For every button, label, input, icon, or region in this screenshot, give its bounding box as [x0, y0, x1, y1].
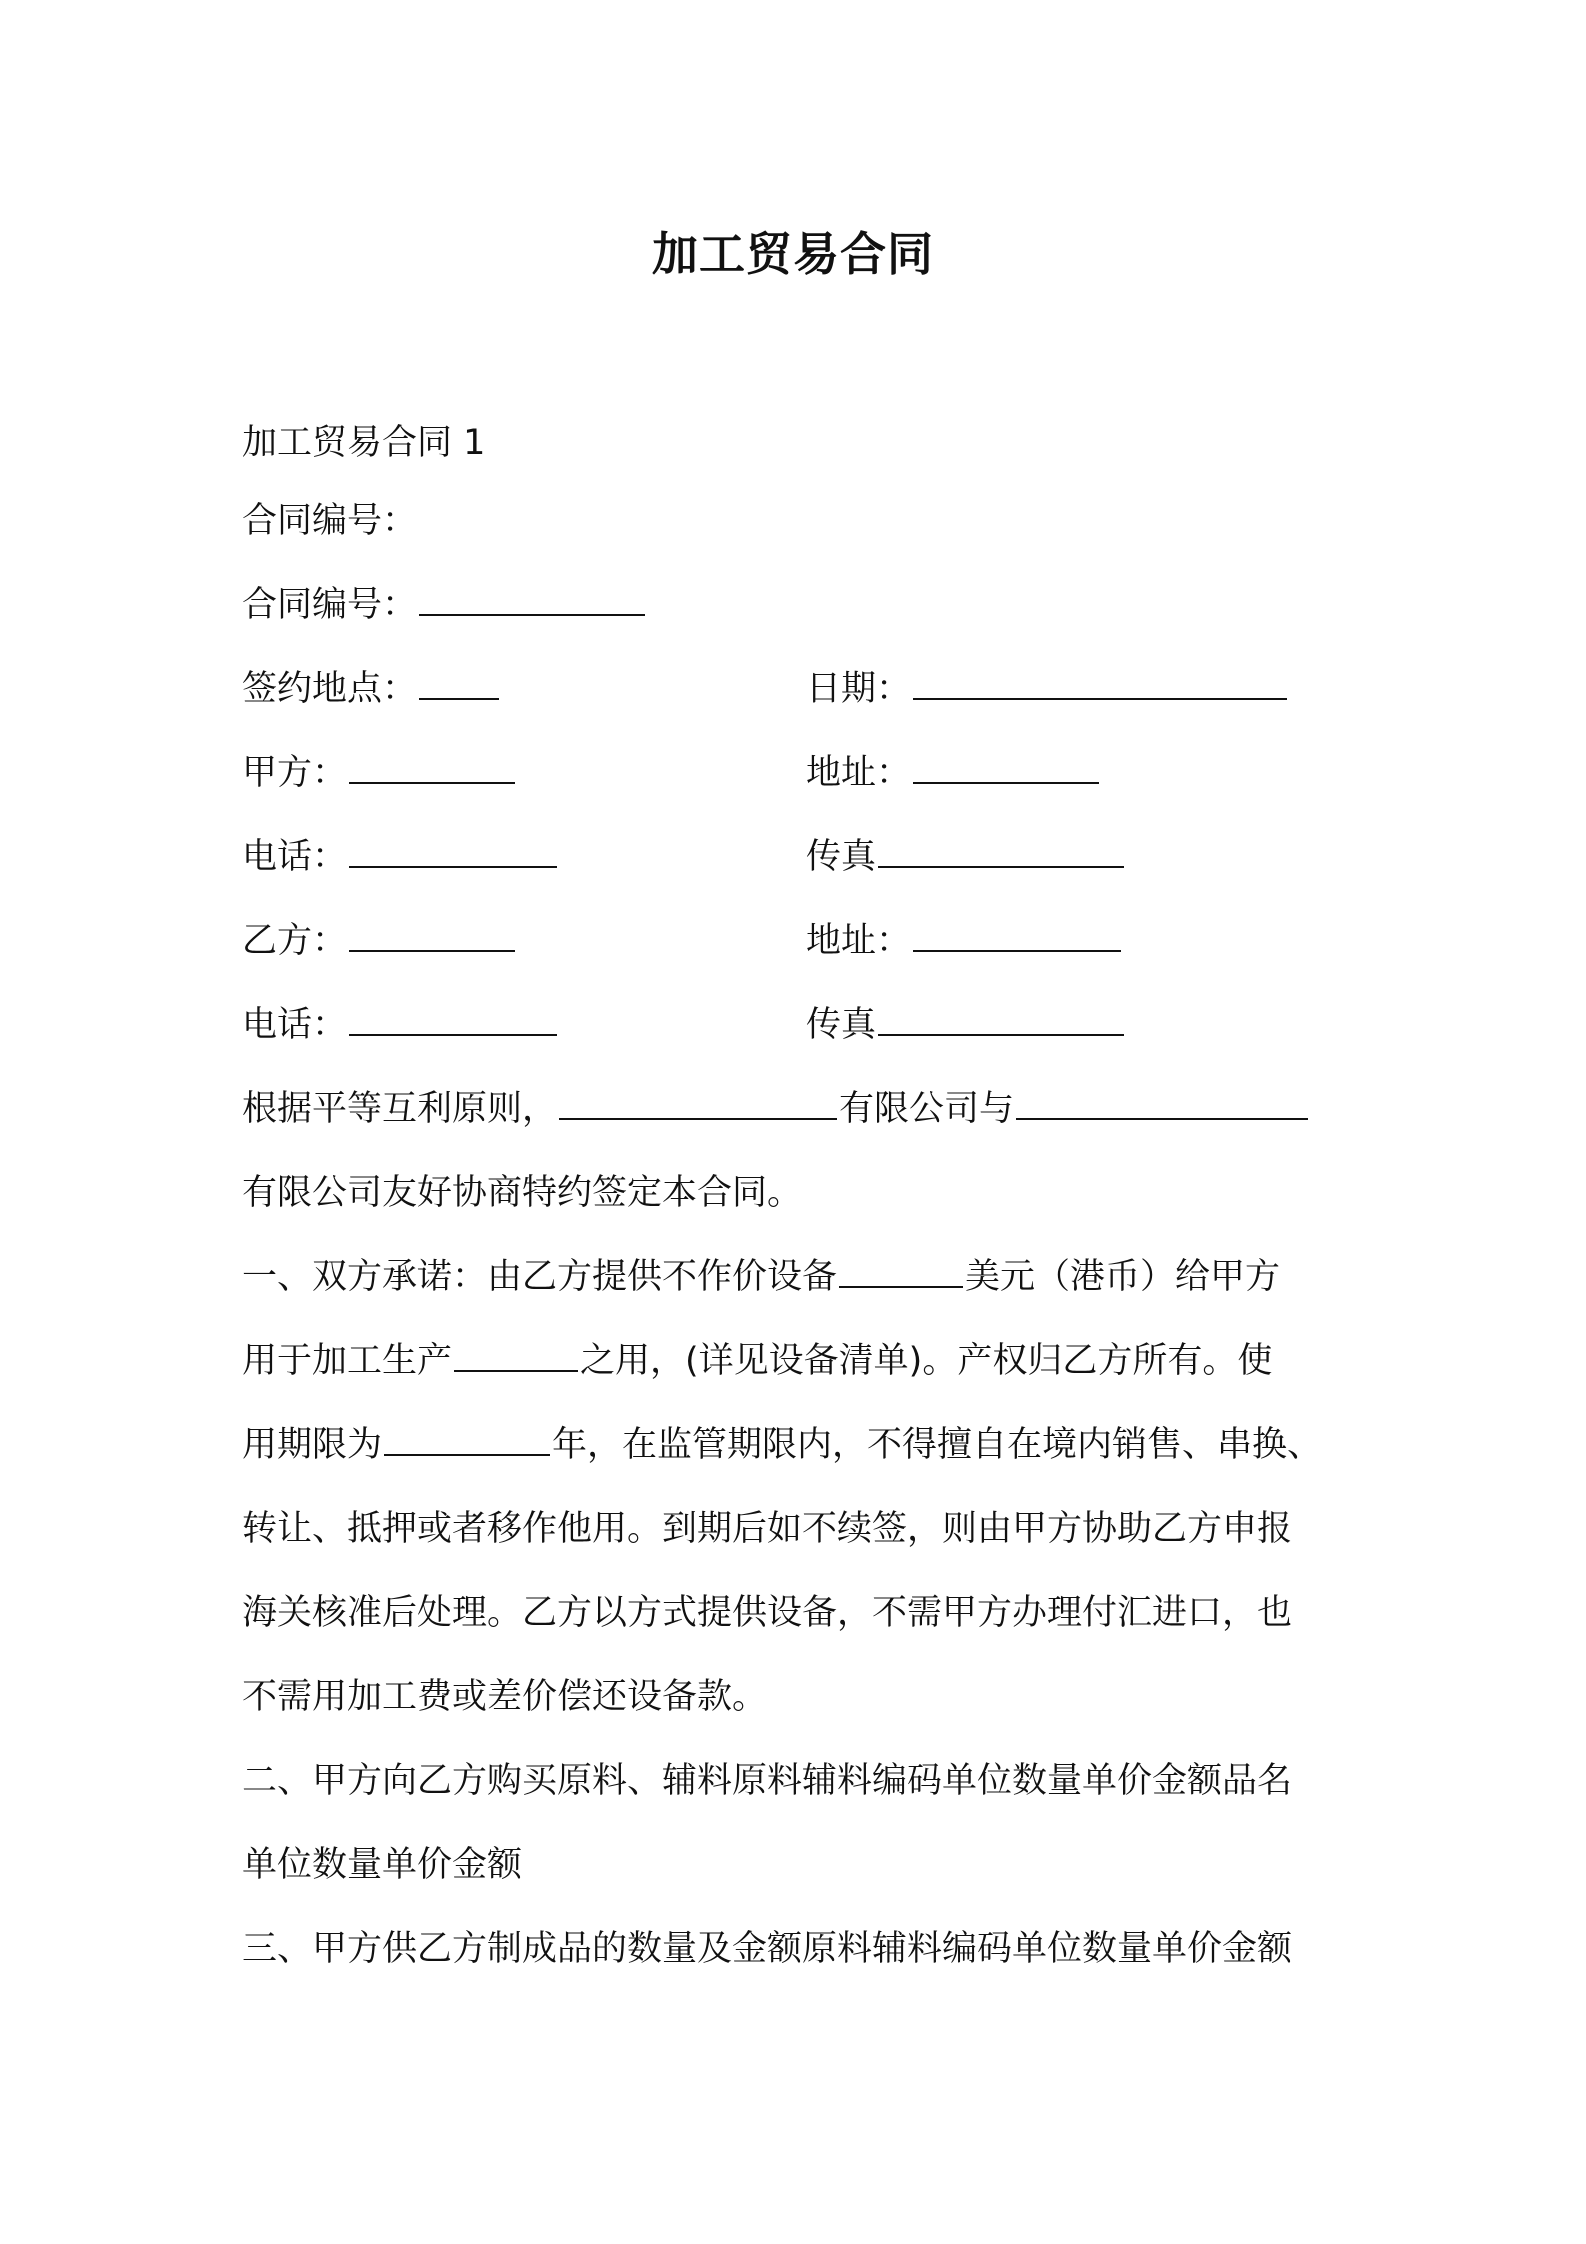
party-a-address-label: 地址：: [806, 753, 912, 793]
clause-1-line-1: [242, 1252, 1280, 1302]
contract-no-heading: 合同编号：: [242, 501, 418, 541]
clause-1-text-c: 用于加工生产: [242, 1341, 453, 1381]
party-b-row: [242, 916, 517, 966]
intro-line-1: [242, 1084, 1310, 1134]
intro-line-2: 有限公司友好协商特约签定本合同。: [242, 1173, 803, 1213]
clause-2-line-1: 二、甲方向乙方购买原料、辅料原料辅料编码单位数量单价金额品名: [242, 1761, 1293, 1801]
sign-place-blank[interactable]: [419, 668, 499, 700]
clause-1-text-d: 之用，(详见设备清单)。产权归乙方所有。使: [580, 1341, 1273, 1381]
clause-1-text-f: 年，在监管期限内，不得擅自在境内销售、串换、: [552, 1425, 1323, 1465]
clause-1-text-b: 美元（港币）给甲方: [965, 1257, 1281, 1297]
clause-1-text-a: 一、双方承诺：由乙方提供不作价设备: [242, 1257, 838, 1297]
clause-1-text-e: 用期限为: [242, 1425, 383, 1465]
party-b-address-label: 地址：: [806, 921, 912, 961]
party-a-address-row: [806, 748, 1101, 798]
party-a-phone-row: [242, 832, 559, 882]
clause-3-line-1: 三、甲方供乙方制成品的数量及金额原料辅料编码单位数量单价金额: [242, 1929, 1293, 1969]
party-a-fax-label: 传真: [806, 837, 877, 877]
clause-2-line-2: 单位数量单价金额: [242, 1845, 523, 1885]
clause-1-line-5: 海关核准后处理。乙方以方式提供设备，不需甲方办理付汇进口，也: [242, 1593, 1293, 1633]
clause-1-line-6: 不需用加工费或差价偿还设备款。: [242, 1677, 768, 1717]
party-b-phone-row: [242, 1000, 559, 1050]
clause-1-line-3: [242, 1420, 1322, 1470]
party-b-blank[interactable]: [349, 920, 515, 952]
contract-no-row: [242, 580, 647, 630]
party-a-blank[interactable]: [349, 752, 515, 784]
contract-no-label: 合同编号：: [242, 585, 418, 625]
document-title: 加工贸易合同: [652, 227, 934, 281]
party-b-phone-blank[interactable]: [349, 1004, 557, 1036]
party-a-row: [242, 748, 517, 798]
sign-place-label: 签约地点：: [242, 669, 418, 709]
party-a-fax-blank[interactable]: [878, 836, 1124, 868]
party-a-label: 甲方：: [242, 753, 348, 793]
party-b-address-row: [806, 916, 1123, 966]
date-label: 日期：: [806, 669, 912, 709]
equipment-amount-blank[interactable]: [839, 1256, 963, 1288]
party-a-phone-blank[interactable]: [349, 836, 557, 868]
party-a-fax-row: [806, 832, 1126, 882]
intro-text-1: 根据平等互利原则，: [242, 1089, 558, 1129]
party-a-address-blank[interactable]: [913, 752, 1099, 784]
intro-text-2: 有限公司与: [839, 1089, 1015, 1129]
sign-place-row: [242, 664, 501, 714]
company-a-blank[interactable]: [559, 1088, 837, 1120]
term-years-blank[interactable]: [384, 1424, 550, 1456]
party-b-address-blank[interactable]: [913, 920, 1121, 952]
contract-subtitle: 加工贸易合同 1: [242, 423, 486, 463]
clause-1-line-4: 转让、抵押或者移作他用。到期后如不续签，则由甲方协助乙方申报: [242, 1509, 1293, 1549]
party-a-phone-label: 电话：: [242, 837, 348, 877]
party-b-fax-blank[interactable]: [878, 1004, 1124, 1036]
party-b-fax-row: [806, 1000, 1126, 1050]
party-b-fax-label: 传真: [806, 1005, 877, 1045]
party-b-label: 乙方：: [242, 921, 348, 961]
contract-no-blank[interactable]: [419, 584, 645, 616]
party-b-phone-label: 电话：: [242, 1005, 348, 1045]
company-b-blank[interactable]: [1016, 1088, 1308, 1120]
production-blank[interactable]: [454, 1340, 578, 1372]
clause-1-line-2: [242, 1336, 1272, 1386]
date-row: [806, 664, 1289, 714]
date-blank[interactable]: [913, 668, 1287, 700]
